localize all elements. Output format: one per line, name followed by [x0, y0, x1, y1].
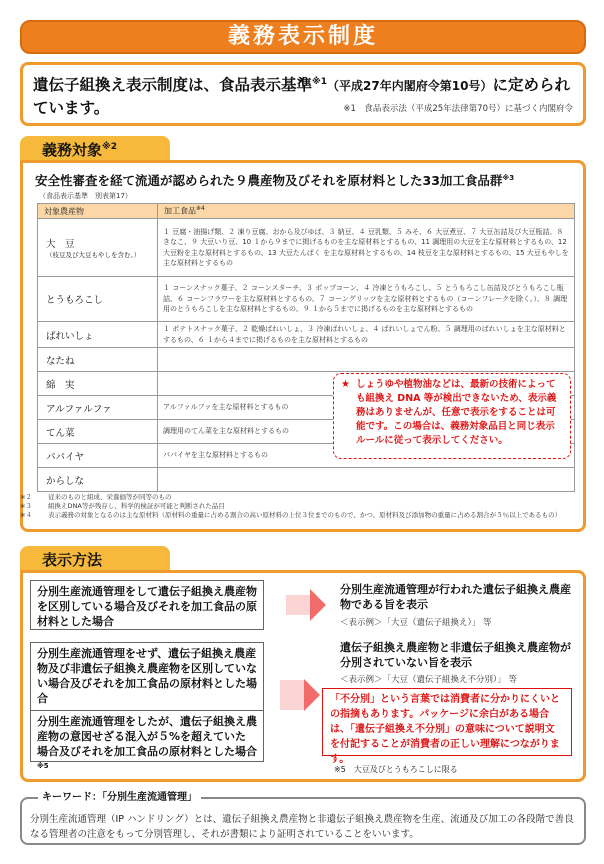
table-row: [38, 348, 575, 372]
footnote-key: ※３: [20, 502, 32, 510]
col-foods-label: 加工食品: [164, 206, 196, 216]
case2-example: ＜表示例＞「大豆（遺伝子組換え不分別）」 等: [340, 675, 517, 685]
case2b-sup: ※5: [37, 762, 49, 770]
arrow-case2-head: [304, 679, 320, 711]
obligation-heading-sup: ※3: [502, 173, 515, 182]
foods-cell: １ 豆腐・油揚げ類、２ 凍り豆腐、おから及びゆば、３ 納豆、４ 豆乳類、５ みそ、６ 大豆煮豆、７ 大豆缶詰及び大豆瓶詰、８ きなこ、９ 大豆いり豆、10 １から９までに掲げるものを主な原材料とするもの、11 調理用の大豆を主な原材料とするもの、12 大豆粉を主な原材料とするもの、13 大豆たんぱく を主な原材料とするもの、14 枝豆を主な原材料とするもの、15 大豆もやしを主な原材料とするもの: [158, 219, 575, 277]
crop-name: 大 豆: [46, 239, 75, 250]
case2b-text: 分別生産流通管理をしたが、遺伝子組換え農産物の意図せざる混入が５%を超えていた場合及びそれを加工食品の原材料とした場合: [37, 715, 257, 758]
optional-labeling-text: しょうゆや植物油などは、最新の技術によっても組換え DNA 等が検出できないため、表示義務はありませんが、任意で表示をすることは可能です。この場合は、義務対象品目と同じ表示ルールに従って表示してください。: [356, 379, 557, 446]
crop-cell: からしな: [38, 468, 158, 492]
case2b-condition: [31, 710, 263, 777]
foods-cell: 調理用のてん菜を主な原材料とするもの: [158, 420, 575, 444]
case2-label-rule: 遺伝子組換え農産物と非遺伝子組換え農産物が分別されていない旨を表示: [340, 641, 571, 669]
intro-footnote: ※1 食品表示法（平成25年法律第70号）に基づく内閣府令: [343, 104, 573, 114]
foods-cell: [158, 468, 575, 492]
arrow-case1-head: [310, 589, 326, 621]
obligation-box: [20, 160, 586, 532]
foods-cell: パパイヤを主な原材料とするもの: [158, 444, 575, 468]
crop-cell: ばれいしょ: [38, 322, 158, 348]
footnote-text: 表示義務の対象となるのは主な原材料（原材料の重量に占める割合の高い原材料の上位３位までのもので、かつ、原材料及び添加物の重量に占める割合が５％以上であるもの）: [48, 511, 562, 519]
col-foods-sup: ※4: [196, 205, 205, 213]
obligation-source: （食品表示基準 別表第17）: [39, 192, 132, 200]
foods-cell: [158, 348, 575, 372]
keyword-label: キーワード：「分別生産流通管理」: [38, 788, 201, 803]
optional-labeling-note: [333, 373, 571, 459]
unsegregated-warning: 「不分別」という言葉では消費者に分かりにくいとの指摘もあります。パッケージに余白がある場合は、「遺伝子組換え不分別」の意味について説明文を付記することが消費者の正しい理解につながります。: [322, 688, 572, 756]
obligation-heading-text: 安全性審査を経て流通が認められた９農産物及びそれを原材料とした33加工食品群: [35, 173, 503, 188]
footnote-item: [20, 511, 560, 520]
crop-note: （枝豆及び大豆もやしを含む。）: [46, 251, 141, 259]
crop-cell: 綿 実: [38, 372, 158, 396]
footnotes: [20, 493, 560, 520]
case2-conditions: [30, 642, 264, 770]
intro-paren: （平成27年内閣府令第10号）: [327, 79, 493, 94]
table-row: [38, 277, 575, 322]
crop-cell: アルファルファ: [38, 396, 158, 420]
crop-cell: パパイヤ: [38, 444, 158, 468]
footnote-item: [20, 493, 560, 502]
intro-text-b: に定められています。: [33, 76, 570, 118]
footnote-text: 組換えDNA等が残存し、科学的検証が可能と判断された品目: [48, 502, 225, 510]
case1-condition: 分別生産流通管理をして遺伝子組換え農産物を区別している場合及びそれを加工食品の原材料とした場合: [30, 580, 264, 630]
foods-cell: アルファルファを主な原材料とするもの: [158, 396, 575, 420]
arrow-case2: [280, 680, 304, 710]
crop-cell: てん菜: [38, 420, 158, 444]
obligation-heading: [35, 171, 514, 189]
footnote-5: ※5 大豆及びとうもろこしに限る: [334, 765, 458, 774]
table-row: [38, 219, 575, 277]
obligation-tab: [20, 136, 170, 162]
footnote-text: 従来のものと組成、栄養価等が同等のもの: [48, 493, 172, 501]
case1-example: ＜表示例＞「大豆（遺伝子組換え）」 等: [340, 618, 492, 628]
case2a-condition: 分別生産流通管理をせず、遺伝子組換え農産物及び非遺伝子組換え農産物を区別していない場合及びそれを加工食品の原材料とした場合: [37, 647, 257, 705]
footnote-key: ※４: [20, 511, 32, 519]
page-title: 義務表示制度: [20, 20, 586, 54]
table-row: [38, 322, 575, 348]
case1-label-rule: 分別生産流通管理が行われた遺伝子組換え農産物である旨を表示: [340, 583, 571, 611]
foods-cell: １ ポテトスナック菓子、２ 乾燥ばれいしょ、３ 冷凍ばれいしょ、４ ばれいしょでん粉、５ 調理用のばれいしょを主な原材料とするもの、６ １から４までに掲げるものを主な原材料とするもの: [158, 322, 575, 348]
foods-cell: １ コーンスナック菓子、２ コーンスターチ、３ ポップコーン、４ 冷凍とうもろこし、５ とうもろこし缶詰及びとうもろこし瓶詰、６ コーンフラワーを主な原材料とするもの、７ コーングリッツを主な原材料とするもの（コーンフレークを除く。）、８ 調理用のとうもろこしを主な原材料とするもの、９ １から５までに掲げるものを主な原材料とするもの: [158, 277, 575, 322]
col-crop-header: 対象農産物: [38, 204, 158, 219]
table-header-row: [38, 204, 575, 219]
obligation-tab-sup: ※2: [102, 142, 118, 152]
col-foods-header: [158, 204, 575, 219]
footnote-key: ※２: [20, 493, 32, 501]
table-row: [38, 468, 575, 492]
crop-cell: なたね: [38, 348, 158, 372]
footnote-item: [20, 502, 560, 511]
display-method-tab: 表示方法: [20, 546, 170, 572]
crop-cell: [38, 219, 158, 277]
keyword-definition: 分別生産流通管理（IP ハンドリング）とは、遺伝子組換え農産物と非遺伝子組換え農産物を生産、流通及び加工の各段階で善良なる管理者の注意をもって分別管理し、それが書類により証明されていることをいいます。: [30, 814, 574, 840]
star-icon: ★: [341, 379, 350, 390]
arrow-case1: [286, 595, 310, 615]
intro-box: [20, 62, 586, 126]
obligation-tab-label: 義務対象: [42, 141, 103, 159]
intro-text-a: 遺伝子組換え表示制度は、食品表示基準: [33, 76, 313, 95]
crop-cell: とうもろこし: [38, 277, 158, 322]
intro-sup: ※1: [312, 77, 328, 87]
